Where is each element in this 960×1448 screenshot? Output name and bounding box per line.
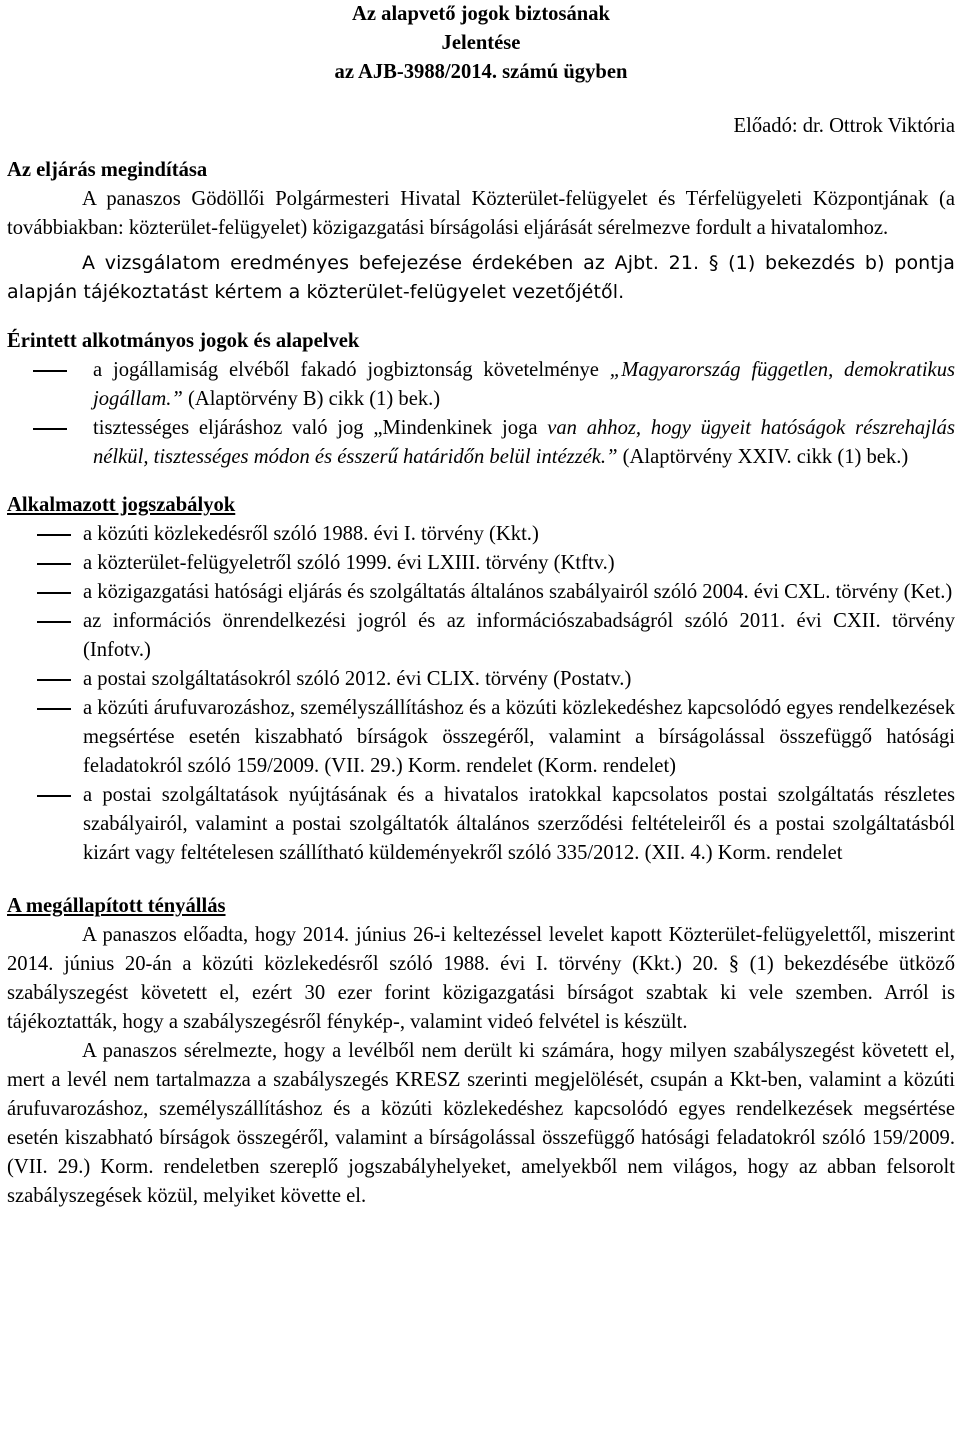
laws-list-item: a postai szolgáltatások nyújtásának és a hivatalos iratokkal kapcsolatos postai szolgáltatás részletes szabályairól, valamint a postai szolgáltatók általános szerződési feltételeiről és a postai szolgáltatásból kizárt vagy feltételesen szállítható küldeményekről szóló 335/2012. (XII. 4.) Korm. rendelet — [7, 781, 955, 868]
laws-list — [7, 520, 955, 868]
laws-list-item: a postai szolgáltatásokról szóló 2012. évi CLIX. törvény (Postatv.) — [7, 665, 955, 694]
rights-item2-ref: (Alaptörvény XXIV. cikk (1) bek.) — [617, 446, 909, 468]
rights-heading: Érintett alkotmányos jogok és alapelvek — [7, 330, 360, 352]
spacer — [7, 307, 955, 327]
spacer — [7, 141, 955, 156]
rights-list — [7, 356, 955, 472]
document-title-line1: Az alapvető jogok biztosának — [351, 3, 610, 25]
rights-list-item — [7, 414, 955, 472]
laws-list-item: a közúti közlekedésről szóló 1988. évi I. törvény (Kkt.) — [7, 520, 955, 549]
initiation-heading: Az eljárás megindítása — [7, 159, 208, 181]
initiation-paragraph-1: A panaszos Gödöllői Polgármesteri Hivatal Közterület-felügyelet és Térfelügyeleti Központjának (a továbbiakban: közterület-felügyelet) közigazgatási bírságolási eljárását sérelmezve fordult a hivatalomhoz. — [7, 188, 955, 239]
reporter-line: Előadó: dr. Ottrok Viktória — [733, 115, 955, 137]
laws-list-item: a közterület-felügyeletről szóló 1999. évi LXIII. törvény (Ktftv.) — [7, 549, 955, 578]
laws-list-item: az információs önrendelkezési jogról és az információszabadságról szóló 2011. évi CXII. törvény (Infotv.) — [7, 607, 955, 665]
document-title-line2: Jelentése — [441, 32, 521, 54]
spacer — [7, 868, 955, 892]
rights-item1-ref: (Alaptörvény B) cikk (1) bek.) — [182, 388, 441, 410]
document-page — [7, 0, 955, 1211]
rights-item1-quote: „Magyarország független, demokratikus jogállam.” — [93, 359, 956, 410]
rights-item2-text: tisztességes eljáráshoz való jog „Mindenkinek joga — [93, 417, 548, 439]
facts-paragraph-1: A panaszos előadta, hogy 2014. június 26-i keltezéssel levelet kapott Közterület-felügyelettől, miszerint 2014. június 20-án a közúti közlekedésről szóló 1988. évi I. törvény (Kkt.) 20. § (1) bekezdésébe ütköző szabályszegést követett el, ezért 30 ezer forint közigazgatási bírságot szabtak ki vele szemben. Arról is tájékoztatták, hogy a szabályszegésről fénykép-, valamint videó felvétel is készült. — [7, 924, 955, 1033]
laws-list-item: a közigazgatási hatósági eljárás és szolgáltatás általános szabályairól szóló 2004. évi CXL. törvény (Ket.) — [7, 578, 955, 607]
rights-list-item — [7, 356, 955, 414]
initiation-paragraph-2: A vizsgálatom eredményes befejezése érdekében az Ajbt. 21. § (1) bekezdés b) pontja alapján tájékoztatást kértem a közterület-felügyelet vezetőjétől. — [7, 252, 955, 303]
facts-heading: A megállapított tényállás — [7, 895, 226, 917]
rights-item2-quote: van ahhoz, hogy ügyeit hatóságok részrehajlás nélkül, tisztességes módon és ésszerű határidőn belül intézzék.” — [93, 417, 955, 468]
facts-paragraph-2: A panaszos sérelmezte, hogy a levélből nem derült ki számára, hogy milyen szabályszegést követett el, mert a levél nem tartalmazza a szabályszegés KRESZ szerinti megjelölését, csupán a Kkt-ben, valamint a közúti árufuvarozáshoz, személyszállításhoz és a közúti közlekedéshez kapcsolódó egyes rendelkezések megsértése esetén kiszabható bírságok összegéről, valamint a bírságolással összefüggő hatósági feladatokról szóló 159/2009. (VII. 29.) Korm. rendeletben szereplő jogszabályhelyeket, amelyekből nem világos, hogy az abban felsorolt szabályszegések közül, melyiket követte el. — [7, 1040, 955, 1207]
spacer — [7, 472, 955, 491]
rights-item1-text: a jogállamiság elvéből fakadó jogbiztonság követelménye — [93, 359, 610, 381]
document-title-line3: az AJB-3988/2014. számú ügyben — [334, 61, 628, 83]
laws-heading: Alkalmazott jogszabályok — [7, 494, 236, 516]
laws-list-item: a közúti árufuvarozáshoz, személyszállításhoz és a közúti közlekedéshez kapcsolódó egyes rendelkezések megsértése esetén kiszabható bírságok összegéről, valamint a bírságolással összefüggő hatósági feladatokról szóló 159/2009. (VII. 29.) Korm. rendelet (Korm. rendelet) — [7, 694, 955, 781]
